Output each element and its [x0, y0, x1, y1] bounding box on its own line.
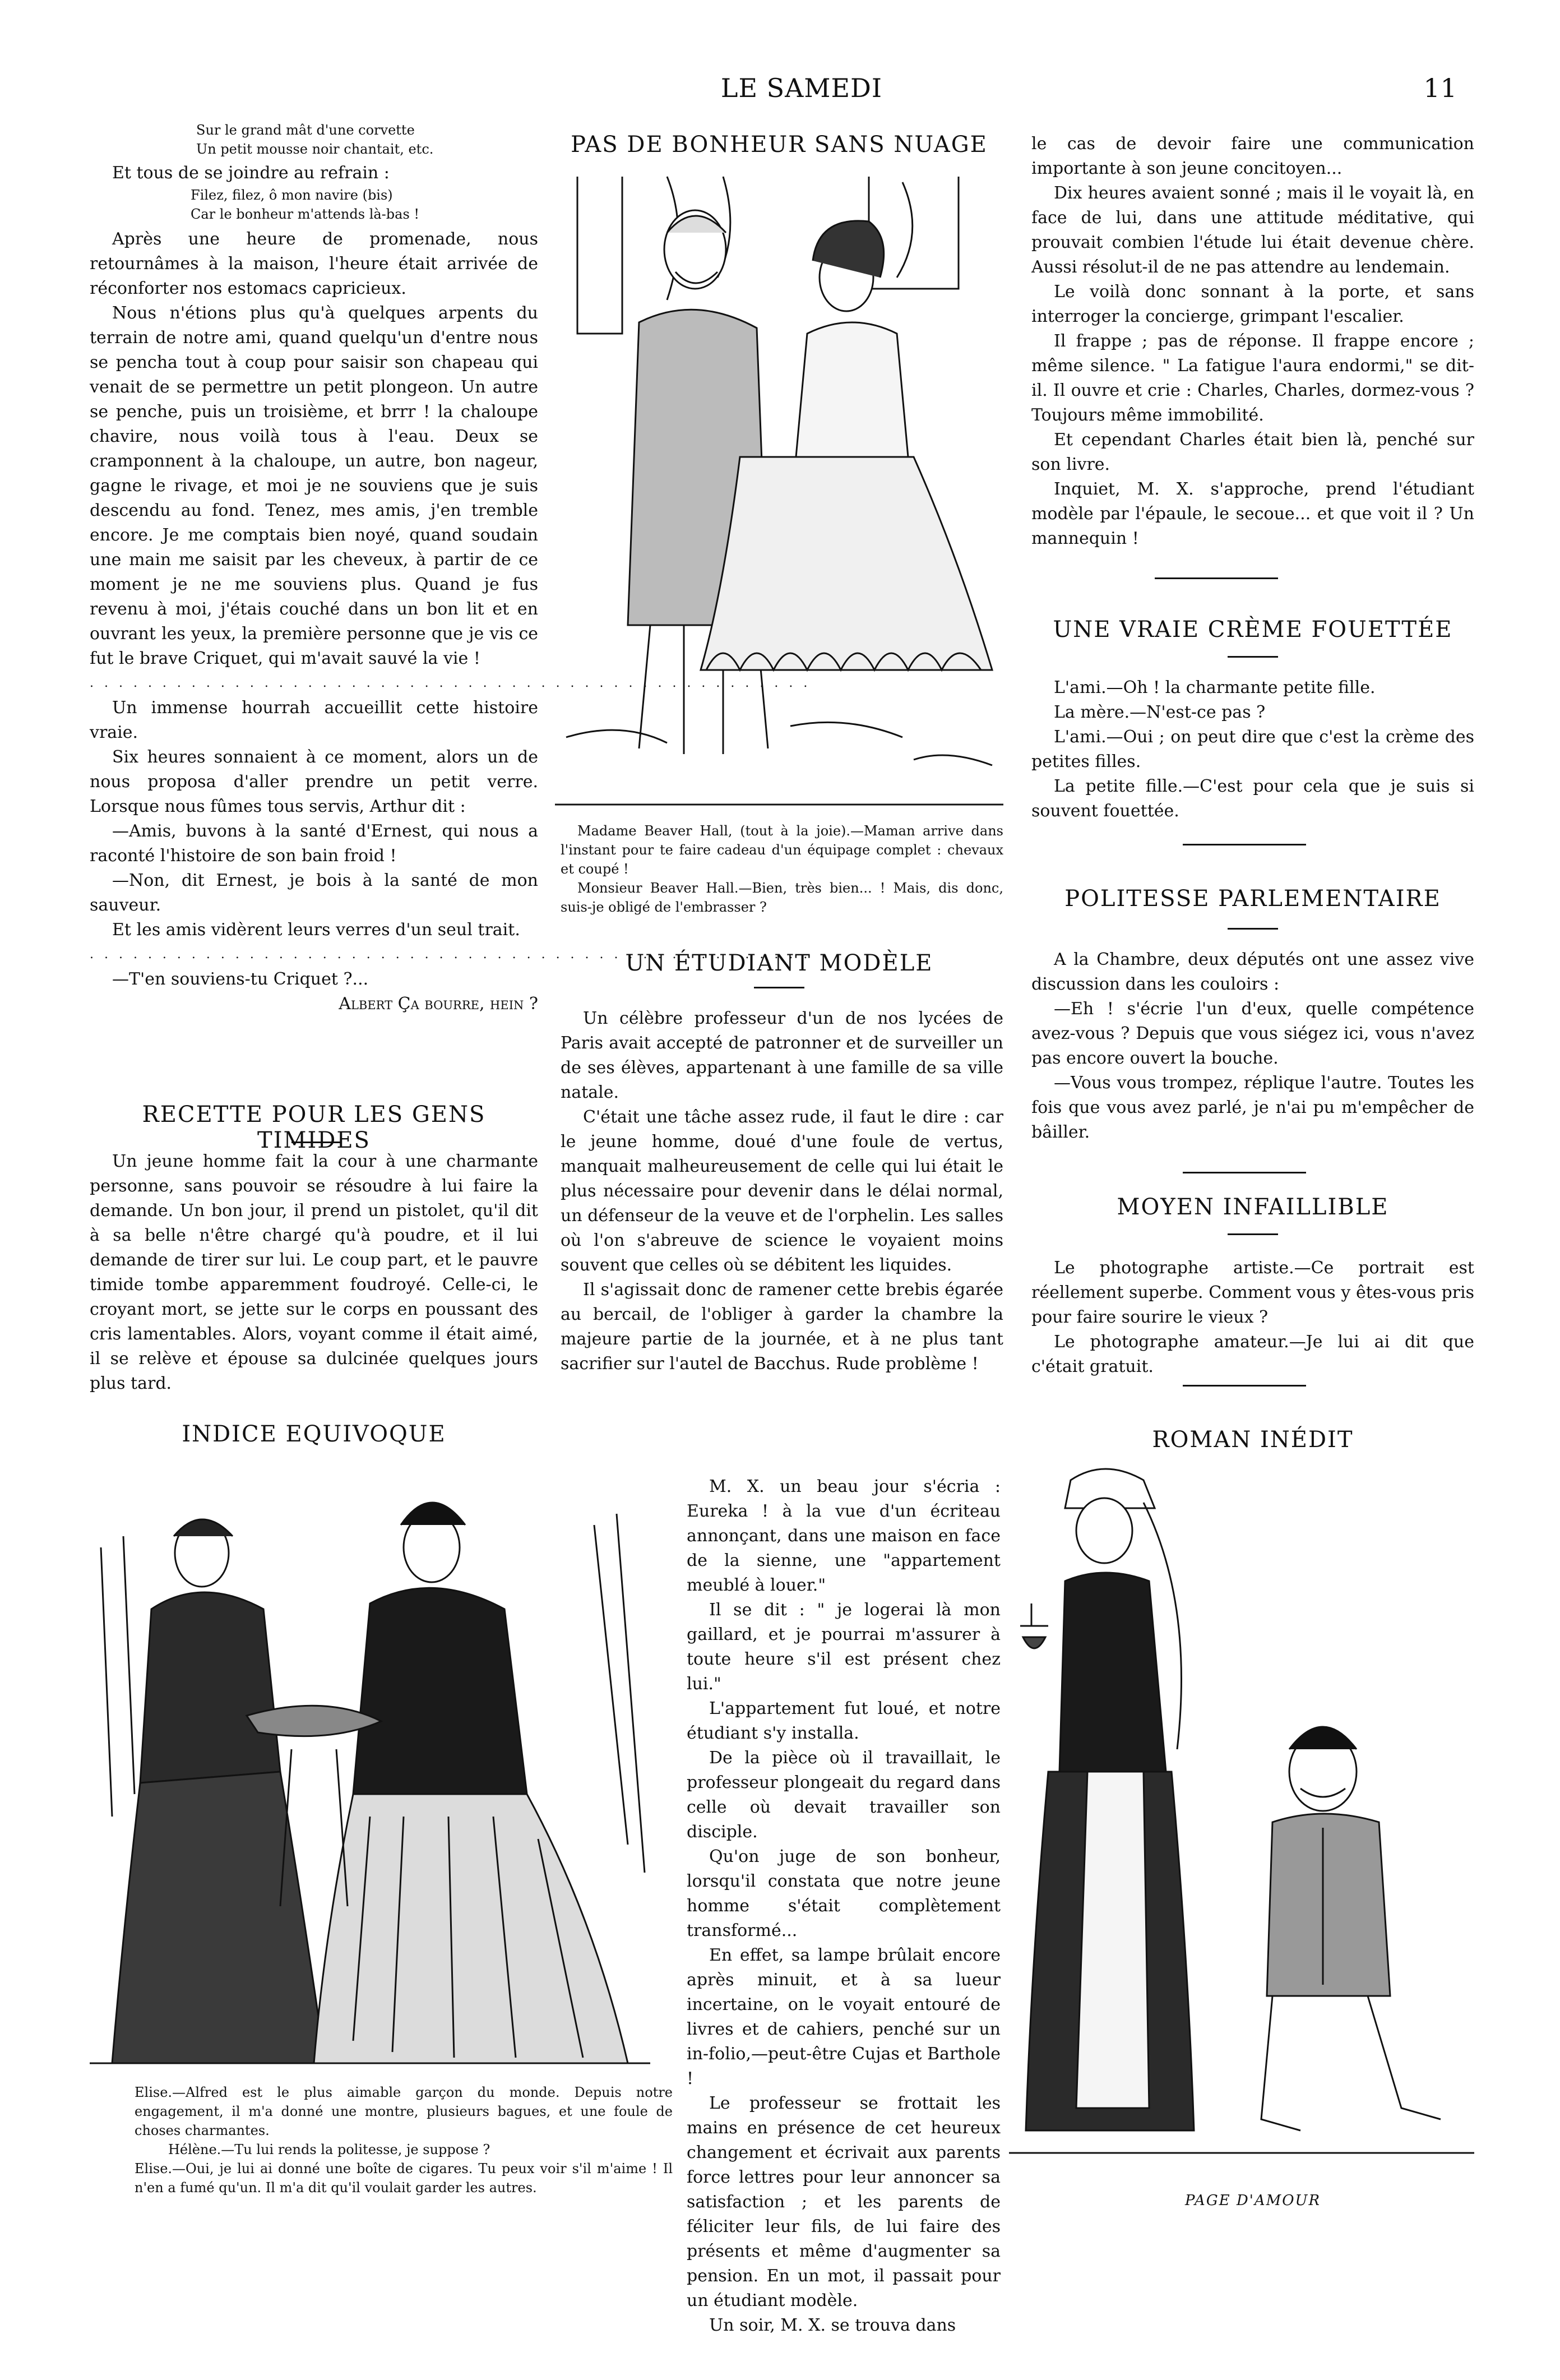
- illustration-maid-and-page: [1009, 1458, 1474, 2187]
- paragraph: Le photographe artiste.—Ce portrait est réellement superbe. Comment vous y êtes-vous pris pour faire sourire le vieux ?: [1031, 1258, 1474, 1327]
- paragraph: Un immense hourrah accueillit cette histoire vraie.: [90, 698, 538, 742]
- creme-text: [1031, 676, 1474, 824]
- paragraph: Nous n'étions plus qu'à quelques arpents du terrain de notre ami, quand quelqu'un d'entre nous se pencha tout à coup pour saisir son chapeau qui venait de se permettre un petit plongeon. Un autre se penche, puis un troisième, et brrr ! la chaloupe chavire, nous voilà tous à l'eau. Deux se cramponnent à la chaloupe, un autre, bon nageur, gagne le rivage, et moi je ne souviens que je suis descendu au fond. Tenez, mes amis, j'en tremble encore. Je me comptais bien noyé, quand soudain une main me saisit par les cheveux, à partir de ce moment je ne me souviens plus. Quand je fus revenu à moi, j'étais couché dans un bon lit et en ouvrant les yeux, la première personne que je vis ce fut le brave Criquet, qui m'avait sauvé la vie !: [90, 303, 538, 668]
- section-title-moyen: MOYEN INFAILLIBLE: [1117, 1194, 1389, 1220]
- roman-caption: PAGE D'AMOUR: [1184, 2192, 1321, 2209]
- paragraph: —Vous vous trompez, réplique l'autre. Toutes les fois que vous avez parlé, je n'ai pu m'empêcher de bâiller.: [1031, 1073, 1474, 1142]
- paragraph: C'était une tâche assez rude, il faut le dire : car le jeune homme, doué d'une foule de vertus, manquait malheureusement de celle qui lui était le plus nécessaire pour devenir dans le délai normal, un défenseur de la veuve et de l'orphelin. Les salles où l'on s'abreuve de science le voyaient moins souvent que celles où se débitent les liquides.: [561, 1107, 1003, 1275]
- caption-line: Monsieur Beaver Hall.—Bien, très bien... ! Mais, dis donc, suis-je obligé de l'embrasser ?: [561, 880, 1003, 915]
- paragraph: Il frappe ; pas de réponse. Il frappe encore ; même silence. " La fatigue l'aura endormi," se dit-il. Il ouvre et crie : Charles, Charles, dormez-vous ? Toujours même immobilité.: [1031, 331, 1474, 425]
- title-rule: [1228, 928, 1278, 930]
- dialogue-line: L'ami.—Oui ; on peut dire que c'est la crème des petites filles.: [1031, 727, 1474, 771]
- paragraph: Un jeune homme fait la cour à une charmante personne, sans pouvoir se résoudre à lui faire la demande. Un bon jour, il prend un pistolet, qu'il dit à sa belle n'être chargé qu'à poudre, et il lui demande de tirer sur lui. Le coup part, et le pauvre timide tombe apparemment foudroyé. Celle-ci, le croyant mort, se jette sur le corps en poussant des cris lamentables. Alors, voyant comme il était aimé, il se relève et épouse sa dulcinée quelques jours plus tard.: [90, 1152, 538, 1393]
- verse-line: Filez, filez, ô mon navire (bis): [191, 187, 393, 203]
- paragraph: En effet, sa lampe brûlait encore après minuit, et à sa lueur incertaine, on le voyait entouré de livres et de cahiers, penché sur un in-folio,—peut-être Cujas et Barthole !: [687, 1945, 1001, 2088]
- paragraph: —Eh ! s'écrie l'un d'eux, quelle compétence avez-vous ? Depuis que vous siégez ici, vous n'avez pas encore ouvert la bouche.: [1031, 999, 1474, 1068]
- caption-line: Elise.—Alfred est le plus aimable garçon du monde. Depuis notre engagement, il m'a donné une montre, plusieurs bagues, et une foule de choses charmantes.: [135, 2085, 673, 2138]
- caption-line: Elise.—Oui, je lui ai donné une boîte de cigares. Tu peux voir s'il m'aime ! Il n'en a fumé qu'un. Il m'a dit qu'il voulait garder les autres.: [135, 2161, 673, 2196]
- paragraph: Le voilà donc sonnant à la porte, et sans interroger la concierge, grimpant l'escalier.: [1031, 282, 1474, 326]
- separator-dots: . . . . . . . . . . . . . . . . . . . . . . . . . . . . . . . . . . . . . . . . . . . . . . . . . .: [90, 676, 811, 690]
- paragraph: Six heures sonnaient à ce moment, alors un de nous proposa d'aller prendre un petit verre. Lorsque nous fûmes tous servis, Arthur dit :: [90, 747, 538, 816]
- two-women-drawing: [90, 1480, 650, 2074]
- title-rule: [754, 987, 804, 988]
- paragraph: —Non, dit Ernest, je bois à la santé de mon sauveur.: [90, 871, 538, 915]
- section-rule: [1155, 577, 1278, 579]
- paragraph: Qu'on juge de son bonheur, lorsqu'il constata que notre jeune homme s'était complètement transformé...: [687, 1847, 1001, 1940]
- section-title-recette: RECETTE POUR LES GENS TIMIDES: [142, 1102, 486, 1153]
- paragraph: Après une heure de promenade, nous retournâmes à la maison, l'heure était arrivée de réconforter nos estomacs capricieux.: [90, 229, 538, 298]
- section-title-roman: ROMAN INÉDIT: [1152, 1427, 1354, 1453]
- title-rule: [1228, 1233, 1278, 1235]
- section-rule: [1183, 1385, 1306, 1387]
- paragraph: L'appartement fut loué, et notre étudiant s'y installa.: [687, 1699, 1001, 1743]
- paragraph: Il s'agissait donc de ramener cette brebis égarée au bercail, de l'obliger à garder la chambre la majeure partie de la journée, et à ne plus tant sacrifier sur l'autel de Bacchus. Rude problème !: [561, 1280, 1003, 1374]
- section-title-indice: INDICE EQUIVOQUE: [182, 1421, 446, 1447]
- recette-text: [90, 1149, 538, 1396]
- paragraph: M. X. un beau jour s'écria : Eureka ! à la vue d'un écriteau annonçant, dans une maison en face de la sienne, une "appartement meublé à louer.": [687, 1477, 1001, 1595]
- politesse-text: [1031, 948, 1474, 1145]
- paragraph: —Amis, buvons à la santé d'Ernest, qui nous a raconté l'histoire de son bain froid !: [90, 821, 538, 866]
- paragraph: Et les amis vidèrent leurs verres d'un seul trait.: [112, 920, 520, 940]
- verse-line: Car le bonheur m'attends là-bas !: [191, 206, 420, 222]
- paragraph: Le photographe amateur.—Je lui ai dit que c'était gratuit.: [1031, 1332, 1474, 1376]
- section-rule: [1183, 1172, 1306, 1173]
- title-rule: [1228, 656, 1278, 658]
- separator-dots: . . . . . . . . . . . . . . . . . . . . . . . . . . . . . . . . . . . . . . . . . . . . . . . . . .: [90, 948, 811, 962]
- title-rule: [291, 1142, 342, 1143]
- illustration-two-women: [90, 1480, 650, 2074]
- paragraph: Il se dit : " je logerai là mon gaillard, et je pourrai m'assurer à toute heure s'il est présent chez lui.": [687, 1600, 1001, 1694]
- paragraph: le cas de devoir faire une communication importante à son jeune concitoyen...: [1031, 134, 1474, 178]
- caption-line: Madame Beaver Hall, (tout à la joie).—Maman arrive dans l'instant pour te faire cadeau d'un équipage complet : chevaux et coupé !: [561, 823, 1003, 877]
- indice-caption: [135, 2083, 673, 2197]
- verse-line: Un petit mousse noir chantait, etc.: [196, 141, 434, 157]
- dialogue-line: La mère.—N'est-ce pas ?: [1054, 703, 1266, 722]
- paragraph: —T'en souviens-tu Criquet ?...: [112, 969, 369, 989]
- paragraph: Et cependant Charles était bien là, penché sur son livre.: [1031, 430, 1474, 474]
- paragraph: Le professeur se frottait les mains en présence de cet heureux changement et écrivait aux parents force lettres pour leur annoncer sa satisfaction ; et les parents de féliciter leur fils, de lui faire des présents et même d'augmenter sa pension. En un mot, il passait pour un étudiant modèle.: [687, 2094, 1001, 2310]
- bonheur-caption: [561, 821, 1003, 917]
- section-title-etudiant: UN ÉTUDIANT MODÈLE: [625, 950, 933, 976]
- section-title-bonheur: PAS DE BONHEUR SANS NUAGE: [571, 132, 988, 158]
- column-3-etudiant-cont: [1031, 132, 1474, 551]
- illustration-couple: [555, 165, 1003, 810]
- paragraph: Un célèbre professeur d'un de nos lycées de Paris avait accepté de patronner et de surveiller un de ses élèves, appartenant à une famille de sa ville natale.: [561, 1009, 1003, 1102]
- paragraph: Et tous de se joindre au refrain :: [112, 163, 390, 183]
- column-2-etudiant-narrow: [687, 1475, 1001, 2338]
- signature: Albert Ça bourre, hein ?: [339, 994, 538, 1014]
- paragraph: Un soir, M. X. se trouva dans: [709, 2316, 956, 2335]
- section-rule: [1183, 844, 1306, 845]
- dialogue-line: La petite fille.—C'est pour cela que je suis si souvent fouettée.: [1031, 777, 1474, 821]
- paragraph: De la pièce où il travaillait, le professeur plongeait du regard dans celle où devait travailler son disciple.: [687, 1748, 1001, 1842]
- page-number: 11: [1423, 73, 1457, 103]
- newspaper-title: LE SAMEDI: [720, 73, 883, 103]
- caption-line: Hélène.—Tu lui rends la politesse, je suppose ?: [168, 2142, 490, 2157]
- paragraph: Inquiet, M. X. s'approche, prend l'étudiant modèle par l'épaule, le secoue... et que voit il ? Un mannequin !: [1031, 479, 1474, 548]
- moyen-text: [1031, 1256, 1474, 1379]
- paragraph: Dix heures avaient sonné ; mais il le voyait là, en face de lui, dans une attitude méditative, qui prouvait combien l'étude lui était devenue chère. Aussi résolut-il de ne pas attendre au lendemain.: [1031, 183, 1474, 277]
- section-title-politesse: POLITESSE PARLEMENTAIRE: [1064, 886, 1441, 912]
- section-title-creme: UNE VRAIE CRÈME FOUETTÉE: [1053, 617, 1453, 643]
- maid-page-drawing: [1009, 1458, 1474, 2187]
- verse-line: Sur le grand mât d'une corvette: [196, 122, 415, 138]
- dialogue-line: L'ami.—Oh ! la charmante petite fille.: [1054, 678, 1376, 697]
- column-2-etudiant: [561, 1006, 1003, 1376]
- paragraph: A la Chambre, deux députés ont une assez vive discussion dans les couloirs :: [1031, 950, 1474, 994]
- couple-drawing: [555, 165, 1003, 810]
